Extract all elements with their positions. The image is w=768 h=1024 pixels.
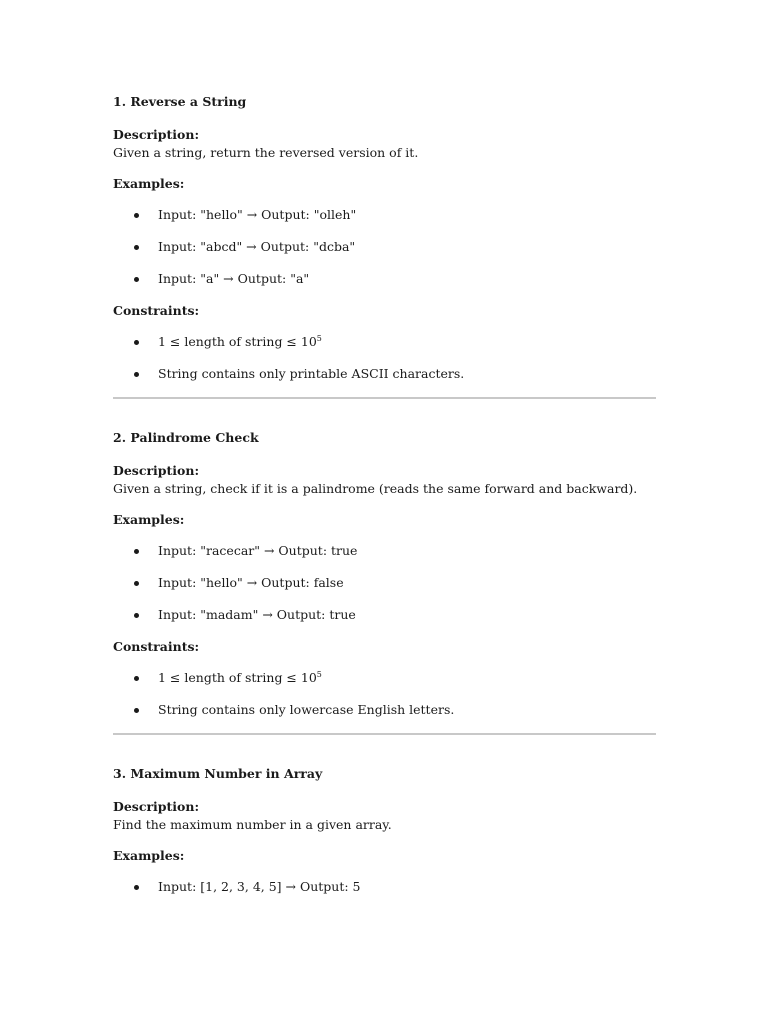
problem-title: 3. Maximum Number in Array [113, 766, 323, 781]
bullet-icon [134, 613, 139, 618]
bullet-icon [134, 581, 139, 586]
list-item: 1 ≤ length of string ≤ $10^5$ [113, 669, 656, 687]
description-text: Find the maximum number in a given array. [113, 817, 392, 832]
constraints-list [113, 669, 656, 719]
section-divider [113, 397, 656, 399]
problem-section [113, 429, 656, 735]
bullet-icon [134, 245, 139, 250]
examples-label: Examples: [113, 512, 185, 527]
section-divider [113, 733, 656, 735]
problem-section [113, 93, 656, 399]
description-label: Description: [113, 127, 200, 142]
examples-label: Examples: [113, 848, 185, 863]
list-item: Input: "hello" → Output: false [113, 574, 656, 592]
problem-section [113, 765, 656, 896]
bullet-icon [134, 676, 139, 681]
examples-list [113, 878, 656, 896]
list-item: Input: [1, 2, 3, 4, 5] → Output: 5 [113, 878, 656, 896]
bullet-icon [134, 340, 139, 345]
problem-title: 1. Reverse a String [113, 94, 247, 109]
list-item: String contains only lowercase English letters. [113, 701, 656, 719]
examples-list [113, 206, 656, 288]
description-label: Description: [113, 463, 200, 478]
bullet-icon [134, 708, 139, 713]
constraints-label: Constraints: [113, 303, 200, 318]
bullet-icon [134, 885, 139, 890]
document-page [113, 93, 656, 896]
list-item: Input: "madam" → Output: true [113, 606, 656, 624]
list-item: Input: "hello" → Output: "olleh" [113, 206, 656, 224]
examples-label: Examples: [113, 176, 185, 191]
bullet-icon [134, 549, 139, 554]
description-label: Description: [113, 799, 200, 814]
description-text: Given a string, return the reversed version of it. [113, 145, 419, 160]
list-item: Input: "racecar" → Output: true [113, 542, 656, 560]
bullet-icon [134, 372, 139, 377]
problem-title: 2. Palindrome Check [113, 430, 259, 445]
constraints-label: Constraints: [113, 639, 200, 654]
list-item: Input: "a" → Output: "a" [113, 270, 656, 288]
constraints-list [113, 333, 656, 383]
list-item: 1 ≤ length of string ≤ $10^5$ [113, 333, 656, 351]
bullet-icon [134, 213, 139, 218]
list-item: Input: "abcd" → Output: "dcba" [113, 238, 656, 256]
examples-list [113, 542, 656, 624]
bullet-icon [134, 277, 139, 282]
list-item: String contains only printable ASCII characters. [113, 365, 656, 383]
description-text: Given a string, check if it is a palindrome (reads the same forward and backward). [113, 481, 638, 496]
